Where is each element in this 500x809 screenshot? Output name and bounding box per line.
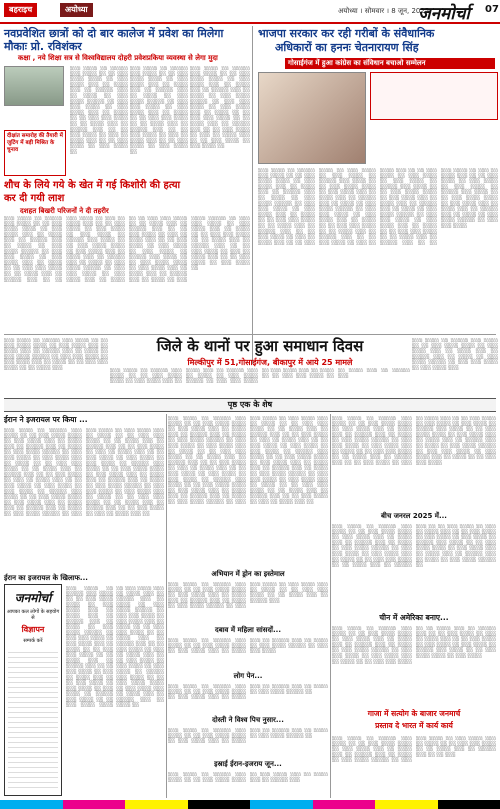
cont-headline-16: प्रस्ताव दे भारत में कार्य कार्य — [375, 721, 453, 730]
advert-line1: आपका कल लोगों के सहयोग से — [6, 609, 60, 621]
story2-subhead: गोसाईगंज में हुआ कांग्रेस का संविधान बचाओ सम्मेलन — [285, 58, 495, 69]
column-divider — [166, 414, 167, 798]
cont-headline-13: दोस्ती ने विश्व पिच नुसार... — [212, 716, 284, 724]
advert-body — [8, 648, 58, 788]
column-divider — [330, 414, 331, 798]
print-color-bar — [0, 800, 500, 809]
continuation-divider — [4, 398, 496, 412]
story1-subhead: कक्षा , नये शिक्षा सत्र से विश्वविद्यालय दोहरी प्रवेशप्रकिया व्यवस्था से लेगा मुदा — [18, 54, 218, 62]
dateline: अयोध्या । सोमवार । 8 जून, 2025 — [338, 7, 430, 15]
masthead — [0, 0, 500, 24]
cont-body-8: ░░░ ░░░░ ░░ ░░░░░ ░░░ ░░░░ ░░ ░░ ░░░ ░░░░ ░░░░ ░░ ░░░ ░░░░ ░░░ ░░ ░░░░ ░░░ ░░ ░░░░░ ░░░ ░░ ░░░░ ░░ ░░░ ░░░░ ░░░░░ ░░ ░░░ ░░░ ░░░░ ░░ ░░░ ░░░░ ░░░ ░░ ░░░░ ░░ ░░ ░░░ ░░░ ░░░░ ░░ ░░ ░░░░ ░░░ ░░ ░░░░░ ░░░ ░░ ░░ ░░░ ░░░░ ░░ ░░░ ░░ ░░░░ ░░░ ░░ ░░ ░░░ ░░░░ ░░ ░░░ ░░░░ ░░ ░░░ ░░░░ ░░ ░░░░░ ░░░ ░░░░ ░░ ░░ ░░░ ░░░░ ░░░░ ░░ ░░░ ░░░░ — [332, 626, 496, 665]
story1-col-2: ░░░ ░░░░ ░░ ░░░░░ ░░░ ░░░░ ░░ ░░ ░░░ ░░░░ ░░░░ ░░ ░░░ ░░░░ ░░░ ░░ ░░░░ ░░░ ░░ ░░░░░ ░░░ ░░ ░░░░ ░░ ░░░ ░░░░ ░░░░░ ░░ ░░░ ░░░ ░░░░ ░░ ░░░ ░░░░ ░░░ ░░ ░░░░ ░░ ░░ ░░░ ░░░ ░░░░ ░░ ░░ ░░░░ ░░░ ░░ ░░░░░ ░░░ ░░ ░░ ░░░ ░░░░ ░░ ░░░ ░░ ░░░░ ░░░ ░░ ░░ ░░░ ░░░░ ░░ ░░░ ░░░░ ░░ — [70, 66, 128, 155]
column-divider — [252, 26, 253, 364]
section-label: बहराइच — [4, 3, 37, 17]
cont-headline-8: चीन में अमेरिका बनाए... — [379, 613, 449, 622]
story1-col-3: ░░░ ░░░░ ░░ ░░░░░ ░░░ ░░░░ ░░ ░░ ░░░ ░░░░ ░░░░ ░░ ░░░ ░░░░ ░░░ ░░ ░░░░ ░░░ ░░ ░░░░░ ░░░ ░░ ░░░░ ░░ ░░░ ░░░░ ░░░░░ ░░ ░░░ ░░░ ░░░░ ░░ ░░░ ░░░░ ░░░ ░░ ░░░░ ░░ ░░ ░░░ ░░░ ░░░░ ░░ ░░ ░░░░ ░░░ ░░ ░░░░░ ░░░ ░░ ░░ ░░░ ░░░░ ░░ ░░░ ░░ ░░░░ ░░░ ░░ ░░ ░░░ ░░░░ ░░ ░░░ ░░░░ ░░ — [130, 66, 188, 155]
advert-box — [4, 584, 62, 796]
advert-line3: सम्पर्क करें — [23, 638, 43, 644]
story1-photo-caption-col — [4, 66, 66, 126]
story2-headline-line1: भाजपा सरकार कर रही गरीबों के संवैधानिक — [258, 27, 435, 40]
mini-news-box — [4, 130, 66, 176]
cont-body-5: ░░░ ░░░░ ░░ ░░░░░ ░░░ ░░░░ ░░ ░░ ░░░ ░░░░ ░░░░ ░░ ░░░ ░░░░ ░░░ ░░ ░░░░ ░░░ ░░ ░░░░░ ░░░ ░░ ░░░░ ░░ ░░░ ░░░░ ░░░░░ ░░ ░░░ ░░░ ░░░░ — [168, 638, 328, 655]
cont-body-right-1: ░░░ ░░░░ ░░ ░░░░░ ░░░ ░░░░ ░░ ░░ ░░░ ░░░░ ░░░░ ░░ ░░░ ░░░░ ░░░ ░░ ░░░░ ░░░ ░░ ░░░░░ ░░░ ░░ ░░░░ ░░ ░░░ ░░░░ ░░░░░ ░░ ░░░ ░░░ ░░░░ ░░ ░░░ ░░░░ ░░░ ░░ ░░░░ ░░ ░░ ░░░ ░░░ ░░░░ ░░ ░░ ░░░░ ░░░ ░░ ░░░░░ ░░░ ░░ ░░ ░░░ ░░░░ ░░ ░░░ ░░ ░░░░ ░░░ ░░ ░░ ░░░ ░░░░ ░░ ░░░ ░░░░ ░░ ░░░ ░░░░ ░░ ░░░░░ ░░░ ░░░░ ░░ ░░ ░░░ ░░░░ ░░░░ ░░ ░░░ ░░░░ ░░░ ░░ ░░░░ ░░░ ░░ ░░░░░ ░░░ ░░ ░░░░ ░░ ░░░ ░░░░ ░░░░░ ░░ ░░░ ░░░ ░░░░ ░░ ░░░ ░░░░ ░░░ ░░ ░░░░ ░░ ░░ ░░░ ░░░ ░░░░ — [332, 416, 496, 466]
story1-col-4: ░░░ ░░░░ ░░ ░░░░░ ░░░ ░░░░ ░░ ░░ ░░░ ░░░░ ░░░░ ░░ ░░░ ░░░░ ░░░ ░░ ░░░░ ░░░ ░░ ░░░░░ ░░░ ░░ ░░░░ ░░ ░░░ ░░░░ ░░░░░ ░░ ░░░ ░░░ ░░░░ ░░ ░░░ ░░░░ ░░░ ░░ ░░░░ ░░ ░░ ░░░ ░░░ ░░░░ ░░ ░░ ░░░░ ░░░ ░░ ░░░░░ ░░░ ░░ ░░ ░░░ ░░░░ ░░ ░░░ ░░ ░░░░ ░░░ ░░ ░░ ░░░ ░░░░ ░░ ░░░ ░░░░ ░░ — [190, 66, 250, 150]
cont-headline-6: लोग पेन... — [233, 672, 263, 680]
story4-body: ░░░ ░░░░ ░░ ░░░░░ ░░░ ░░░░ ░░ ░░ ░░░ ░░░░ ░░░░ ░░ ░░░ ░░░░ ░░░ ░░ ░░░░ ░░░ ░░ ░░░░░ ░░░ ░░ ░░░░ ░░ ░░░ ░░░░ ░░░░░ ░░ ░░░ ░░░ ░░░░ ░░ ░░░ ░░░░ ░░░ ░░ ░░░░ ░░ ░░ ░░░ ░░░ ░░░░ ░░ ░░ ░░░░ ░░░ ░░ ░░░░░ ░░░ — [110, 368, 410, 385]
cont-headline-11: बीच जनरल 2025 में... — [381, 512, 447, 520]
story2-photo — [258, 72, 366, 164]
story4-subhead: मिल्कीपुर में 51,गोसाईगंज, बीकापुर में आये 25 मामले — [187, 358, 353, 367]
story3-body: ░░░ ░░░░ ░░ ░░░░░ ░░░ ░░░░ ░░ ░░ ░░░ ░░░░ ░░░░ ░░ ░░░ ░░░░ ░░░ ░░ ░░░░ ░░░ ░░ ░░░░░ ░░░ ░░ ░░░░ ░░ ░░░ ░░░░ ░░░░░ ░░ ░░░ ░░░ ░░░░ ░░ ░░░ ░░░░ ░░░ ░░ ░░░░ ░░ ░░ ░░░ ░░░ ░░░░ ░░ ░░ ░░░░ ░░░ ░░ ░░░░░ ░░░ ░░ ░░ ░░░ ░░░░ ░░ ░░░ ░░ ░░░░ ░░░ ░░ ░░ ░░░ ░░░░ ░░ ░░░ ░░░░ ░░ ░░░ ░░░░ ░░ ░░░░░ ░░░ ░░░░ ░░ ░░ ░░░ ░░░░ ░░░░ ░░ ░░░ ░░░░ ░░░ ░░ ░░░░ ░░░ ░░ ░░░░░ ░░░ ░░ ░░░░ ░░ ░░░ ░░░░ ░░░░░ ░░ ░░░ ░░░ ░░░░ ░░ ░░░ ░░░░ ░░░ ░░ ░░░░ ░░ ░░ ░░░ ░░░ ░░░░ ░░ ░░ ░░░░ ░░░ ░░ ░░░░░ ░░░ ░░ ░░ ░░░ ░░░░ ░░ ░░░ ░░ ░░░░ ░░░ ░░ ░░ ░░░ ░░░░ ░░ ░░░ ░░░░ ░░ ░░░ ░░░░ ░░ ░░░░░ ░░░ ░░░░ ░░ ░░ ░░░ ░░░░ ░░░░ ░░ ░░░ ░░░░ ░░░ ░░ ░░░░ ░░░ ░░ ░░░░░ ░░░ ░░ ░░░░ ░░ ░░░ ░░░░ ░░░░░ ░░ ░░░ ░░░ ░░░░ ░░ ░░░ ░░░░ ░░░ ░░ ░░░░ ░░ ░░ ░░░ ░░░ ░░░░ ░░ ░░ ░░░░ ░░░ ░░ ░░░░░ ░░░ ░░ ░░ ░░░ ░░░░ ░░ ░░░ ░░ ░░░░ ░░░ ░░ ░░ ░░░ ░░░░ ░░ ░░░ ░░░░ ░░ — [4, 216, 250, 283]
cont-body-2b: ░░░ ░░░░ ░░ ░░░░░ ░░░ ░░░░ ░░ ░░ ░░░ ░░░░ ░░░░ ░░ ░░░ ░░░░ ░░░ ░░ ░░░░ ░░░ ░░ ░░░░░ ░░░ ░░ ░░░░ ░░ ░░░ ░░░░ ░░░░░ ░░ ░░░ ░░░ ░░░░ ░░ ░░░ ░░░░ ░░░ ░░ ░░░░ ░░ ░░ ░░░ ░░░ ░░░░ ░░ ░░ ░░░░ ░░░ ░░ ░░░░░ ░░░ — [168, 582, 328, 610]
mini-box-title: दीक्षांत समारोह की तैयारी में जुटिंग में बड़ी मिश्रित के चुनाव — [7, 133, 63, 153]
story2-body: ░░░ ░░░░ ░░ ░░░░░ ░░░ ░░░░ ░░ ░░ ░░░ ░░░░ ░░░░ ░░ ░░░ ░░░░ ░░░ ░░ ░░░░ ░░░ ░░ ░░░░░ ░░░ ░░ ░░░░ ░░ ░░░ ░░░░ ░░░░░ ░░ ░░░ ░░░ ░░░░ ░░ ░░░ ░░░░ ░░░ ░░ ░░░░ ░░ ░░ ░░░ ░░░ ░░░░ ░░ ░░ ░░░░ ░░░ ░░ ░░░░░ ░░░ ░░ ░░ ░░░ ░░░░ ░░ ░░░ ░░ ░░░░ ░░░ ░░ ░░ ░░░ ░░░░ ░░ ░░░ ░░░░ ░░ ░░░ ░░░░ ░░ ░░░░░ ░░░ ░░░░ ░░ ░░ ░░░ ░░░░ ░░░░ ░░ ░░░ ░░░░ ░░░ ░░ ░░░░ ░░░ ░░ ░░░░░ ░░░ ░░ ░░░░ ░░ ░░░ ░░░░ ░░░░░ ░░ ░░░ ░░░ ░░░░ ░░ ░░░ ░░░░ ░░░ ░░ ░░░░ ░░ ░░ ░░░ ░░░ ░░░░ ░░ ░░ ░░░░ ░░░ ░░ ░░░░░ ░░░ ░░ ░░ ░░░ ░░░░ ░░ ░░░ ░░ ░░░░ ░░░ ░░ ░░ ░░░ ░░░░ ░░ ░░░ ░░░░ ░░ ░░░ ░░░░ ░░ ░░░░░ ░░░ ░░░░ ░░ ░░ ░░░ ░░░░ ░░░░ ░░ ░░░ ░░░░ ░░░ ░░ ░░░░ ░░░ ░░ ░░░░░ ░░░ ░░ ░░░░ ░░ ░░░ ░░░░ ░░░░░ ░░ ░░░ ░░░ ░░░░ ░░ ░░░ ░░░░ ░░░ ░░ ░░░░ ░░ ░░ ░░░ ░░░ ░░░░ ░░ ░░ ░░░░ ░░░ ░░ ░░░░░ ░░░ ░░ ░░ ░░░ ░░░░ ░░ ░░░ ░░ ░░░░ ░░░ ░░ ░░ ░░░ ░░░░ ░░ ░░░ ░░░░ ░░ ░░░ ░░░░ ░░ ░░░░░ ░░░ ░░░░ ░░ ░░ ░░░ ░░░░ ░░░░ ░░ ░░░ ░░░░ ░░░ ░░ ░░░░ ░░░ ░░ ░░░░░ ░░░ ░░ ░░░░ ░░ ░░░ ░░░░ ░░░░░ ░░ ░░░ ░░░ ░░░░ — [258, 168, 498, 246]
story2-highlight-box — [370, 72, 498, 120]
cont-body-10: ░░░ ░░░░ ░░ ░░░░░ ░░░ ░░░░ ░░ ░░ ░░░ ░░░░ ░░░░ ░░ ░░░ ░░░░ ░░░ ░░ ░░░░ ░░░ ░░ ░░░░░ ░░░ — [168, 772, 328, 783]
cont-body-15: ░░░ ░░░░ ░░ ░░░░░ ░░░ ░░░░ ░░ ░░ ░░░ ░░░░ ░░░░ ░░ ░░░ ░░░░ ░░░ ░░ ░░░░ ░░░ ░░ ░░░░░ ░░░ ░░ ░░░░ ░░ ░░░ ░░░░ ░░░░░ ░░ ░░░ ░░░ ░░░░ ░░ ░░░ ░░░░ ░░░ ░░ ░░░░ ░░ ░░ ░░░ ░░░ ░░░░ ░░ ░░ ░░░░ ░░░ ░░ ░░░░░ ░░░ ░░ ░░ ░░░ — [332, 736, 496, 764]
cont-headline-15: गाजा में सत्योग के बाजार जनमार्च — [367, 709, 461, 718]
cont-body-3: ░░░ ░░░░ ░░ ░░░░░ ░░░ ░░░░ ░░ ░░ ░░░ ░░░░ ░░░░ ░░ ░░░ ░░░░ ░░░ ░░ ░░░░ ░░░ ░░ ░░░░░ ░░░ ░░ ░░░░ ░░ ░░░ ░░░░ ░░░░░ ░░ ░░░ ░░░ ░░░░ ░░ ░░░ ░░░░ ░░░ ░░ ░░░░ ░░ ░░ ░░░ ░░░ ░░░░ ░░ ░░ ░░░░ ░░░ ░░ ░░░░░ ░░░ ░░ ░░ ░░░ ░░░░ ░░ ░░░ ░░ ░░░░ ░░░ ░░ ░░ ░░░ ░░░░ ░░ ░░░ ░░░░ ░░ ░░░ ░░░░ ░░ ░░░░░ ░░░ ░░░░ ░░ ░░ ░░░ ░░░░ ░░░░ ░░ ░░░ ░░░░ ░░░ ░░ ░░░░ ░░░ ░░ ░░░░░ ░░░ ░░ ░░░░ ░░ ░░░ ░░░░ ░░░░░ ░░ ░░░ ░░░ ░░░░ ░░ ░░░ ░░░░ ░░░ ░░ ░░░░ ░░ ░░ ░░░ ░░░ ░░░░ ░░ ░░ ░░░░ ░░░ ░░ ░░░░░ ░░░ ░░ ░░ ░░░ ░░░░ ░░ ░░░ ░░ ░░░░ ░░░ ░░ ░░ ░░░ ░░░░ ░░ ░░░ ░░░░ ░░ ░░░ ░░░░ ░░ ░░░░░ ░░░ ░░░░ ░░ ░░ ░░░ ░░░░ ░░░░ ░░ ░░░ ░░░░ ░░░ ░░ ░░░░ ░░░ ░░ ░░░░░ ░░░ ░░ ░░░░ ░░ — [66, 586, 164, 709]
cont-body-6: ░░░ ░░░░ ░░ ░░░░░ ░░░ ░░░░ ░░ ░░ ░░░ ░░░░ ░░░░ ░░ ░░░ ░░░░ ░░░ ░░ ░░░░ ░░░ ░░ ░░░░░ ░░░ ░░ ░░░░ ░░ ░░░ ░░░░ ░░░░░ ░░ — [168, 684, 328, 701]
cont-headline-1: ईरान ने इजरायल पर किया ... — [4, 415, 88, 424]
story4-headline: जिले के थानों पर हुआ समाधान दिवस — [156, 337, 364, 355]
newspaper-logo: जनमोर्चा — [418, 4, 470, 24]
cont-headline-2: अभियान में ड्रोन का इस्तेमाल — [211, 570, 285, 578]
section-label-secondary: अयोध्या — [60, 3, 93, 17]
story3-subhead: दशहत बिखरी परिजनों ने दी तहरीर — [20, 207, 109, 215]
cont-headline-3: ईरान का इजरायल के खिलाफ... — [4, 574, 88, 582]
cont-body-1: ░░░ ░░░░ ░░ ░░░░░ ░░░ ░░░░ ░░ ░░ ░░░ ░░░░ ░░░░ ░░ ░░░ ░░░░ ░░░ ░░ ░░░░ ░░░ ░░ ░░░░░ ░░░ ░░ ░░░░ ░░ ░░░ ░░░░ ░░░░░ ░░ ░░░ ░░░ ░░░░ ░░ ░░░ ░░░░ ░░░ ░░ ░░░░ ░░ ░░ ░░░ ░░░ ░░░░ ░░ ░░ ░░░░ ░░░ ░░ ░░░░░ ░░░ ░░ ░░ ░░░ ░░░░ ░░ ░░░ ░░ ░░░░ ░░░ ░░ ░░ ░░░ ░░░░ ░░ ░░░ ░░░░ ░░ ░░░ ░░░░ ░░ ░░░░░ ░░░ ░░░░ ░░ ░░ ░░░ ░░░░ ░░░░ ░░ ░░░ ░░░░ ░░░ ░░ ░░░░ ░░░ ░░ ░░░░░ ░░░ ░░ ░░░░ ░░ ░░░ ░░░░ ░░░░░ ░░ ░░░ ░░░ ░░░░ ░░ ░░░ ░░░░ ░░░ ░░ ░░░░ ░░ ░░ ░░░ ░░░ ░░░░ ░░ ░░ ░░░░ ░░░ ░░ ░░░░░ ░░░ ░░ ░░ ░░░ ░░░░ ░░ ░░░ ░░ ░░░░ ░░░ ░░ ░░ ░░░ ░░░░ ░░ ░░░ ░░░░ ░░ ░░░ ░░░░ ░░ ░░░░░ ░░░ ░░░░ ░░ ░░ ░░░ ░░░░ ░░░░ ░░ ░░░ ░░░░ ░░░ ░░ ░░░░ ░░░ ░░ ░░░░░ ░░░ ░░ ░░░░ ░░ ░░░ ░░░░ ░░░░░ ░░ ░░░ ░░░ ░░░░ ░░ ░░░ ░░░░ ░░░ ░░ ░░░░ ░░ ░░ ░░░ ░░░ ░░░░ ░░ ░░ ░░░░ ░░░ ░░ ░░░░░ ░░░ ░░ ░░ ░░░ ░░░░ ░░ ░░░ ░░ ░░░░ ░░░ ░░ — [4, 428, 164, 517]
cont-headline-5: दबाव में महिला सांसदों... — [215, 626, 281, 634]
story2-headline-line2: अधिकारों का हननः चेतनारायण सिंह — [275, 41, 419, 54]
story1-headline: नवप्रवेशित छात्रों को दो बार कालेज में प्रवेश का मिलेगा मौकाः प्रो. रविशंकर — [4, 27, 224, 53]
story3-headline-line1: शौच के लिये गये के खेत में गई किशोरी की हत्या — [4, 180, 181, 191]
story3-headline-line2: कर दी गयी लाश — [4, 193, 65, 204]
advert-logo: जनमोर्चा — [14, 591, 52, 605]
story1-photo — [4, 66, 64, 106]
advert-line2: विज्ञापन — [21, 625, 45, 634]
cont-body-11: ░░░ ░░░░ ░░ ░░░░░ ░░░ ░░░░ ░░ ░░ ░░░ ░░░░ ░░░░ ░░ ░░░ ░░░░ ░░░ ░░ ░░░░ ░░░ ░░ ░░░░░ ░░░ ░░ ░░░░ ░░ ░░░ ░░░░ ░░░░░ ░░ ░░░ ░░░ ░░░░ ░░ ░░░ ░░░░ ░░░ ░░ ░░░░ ░░ ░░ ░░░ ░░░ ░░░░ ░░ ░░ ░░░░ ░░░ ░░ ░░░░░ ░░░ ░░ ░░ ░░░ ░░░░ ░░ ░░░ ░░ ░░░░ ░░░ ░░ ░░ ░░░ ░░░░ ░░ ░░░ ░░░░ ░░ ░░░ ░░░░ ░░ ░░░░░ ░░░ ░░░░ ░░ ░░ ░░░ ░░░░ ░░░░ ░░ ░░░ ░░░░ ░░░ ░░ ░░░░ ░░░ ░░ ░░░░░ ░░░ ░░ ░░░░ ░░ ░░░ ░░░░ ░░░░░ ░░ — [332, 524, 496, 569]
section-rule — [4, 334, 496, 335]
cont-body-2: ░░░ ░░░░ ░░ ░░░░░ ░░░ ░░░░ ░░ ░░ ░░░ ░░░░ ░░░░ ░░ ░░░ ░░░░ ░░░ ░░ ░░░░ ░░░ ░░ ░░░░░ ░░░ ░░ ░░░░ ░░ ░░░ ░░░░ ░░░░░ ░░ ░░░ ░░░ ░░░░ ░░ ░░░ ░░░░ ░░░ ░░ ░░░░ ░░ ░░ ░░░ ░░░ ░░░░ ░░ ░░ ░░░░ ░░░ ░░ ░░░░░ ░░░ ░░ ░░ ░░░ ░░░░ ░░ ░░░ ░░ ░░░░ ░░░ ░░ ░░ ░░░ ░░░░ ░░ ░░░ ░░░░ ░░ ░░░ ░░░░ ░░ ░░░░░ ░░░ ░░░░ ░░ ░░ ░░░ ░░░░ ░░░░ ░░ ░░░ ░░░░ ░░░ ░░ ░░░░ ░░░ ░░ ░░░░░ ░░░ ░░ ░░░░ ░░ ░░░ ░░░░ ░░░░░ ░░ ░░░ ░░░ ░░░░ ░░ ░░░ ░░░░ ░░░ ░░ ░░░░ ░░ ░░ ░░░ ░░░ ░░░░ ░░ ░░ ░░░░ ░░░ ░░ ░░░░░ ░░░ ░░ ░░ ░░░ ░░░░ ░░ ░░░ ░░ ░░░░ ░░░ ░░ ░░ ░░░ ░░░░ ░░ ░░░ ░░░░ ░░ ░░░ ░░░░ ░░ ░░░░░ ░░░ ░░░░ ░░ ░░ ░░░ ░░░░ ░░░░ ░░ ░░░ ░░░░ ░░░ ░░ ░░░░ ░░░ ░░ ░░░░░ ░░░ ░░ ░░░░ ░░ ░░░ ░░░░ ░░░░░ ░░ ░░░ ░░░ ░░░░ ░░ ░░░ ░░░░ ░░░ ░░ ░░░░ ░░ ░░ ░░░ ░░░ ░░░░ ░░ ░░ ░░░░ ░░░ ░░ ░░░░░ ░░░ ░░ ░░ ░░░ ░░░░ ░░ ░░░ ░░ ░░░░ ░░░ ░░ — [168, 416, 328, 505]
continuation-label: पृष्ठ एक के शेष — [227, 400, 273, 409]
cont-body-13: ░░░ ░░░░ ░░ ░░░░░ ░░░ ░░░░ ░░ ░░ ░░░ ░░░░ ░░░░ ░░ ░░░ ░░░░ ░░░ ░░ ░░░░ ░░░ ░░ ░░░░░ ░░░ ░░ ░░░░ ░░ ░░░ ░░░░ ░░░░░ ░░ — [168, 728, 328, 745]
story4-col-right: ░░░ ░░░░ ░░ ░░░░░ ░░░ ░░░░ ░░ ░░ ░░░ ░░░░ ░░░░ ░░ ░░░ ░░░░ ░░░ ░░ ░░░░ ░░░ ░░ ░░░░░ ░░░ ░░ ░░░░ ░░ ░░░ ░░░░ ░░░░░ ░░ ░░░ ░░░ ░░░░ ░░ ░░░ ░░░░ ░░░ — [412, 338, 498, 371]
story4-col-left: ░░░ ░░░░ ░░ ░░░░░ ░░░ ░░░░ ░░ ░░ ░░░ ░░░░ ░░░░ ░░ ░░░ ░░░░ ░░░ ░░ ░░░░ ░░░ ░░ ░░░░░ ░░░ ░░ ░░░░ ░░ ░░░ ░░░░ ░░░░░ ░░ ░░░ ░░░ ░░░░ ░░ ░░░ ░░░░ ░░░ ░░ ░░░░ ░░ ░░ ░░░ ░░░ ░░░░ ░░ ░░ ░░░░ ░░░ — [4, 338, 108, 371]
cont-headline-10: इस्राई ईरान-इजराय जून... — [214, 760, 282, 768]
page-number: 07 — [485, 4, 499, 15]
